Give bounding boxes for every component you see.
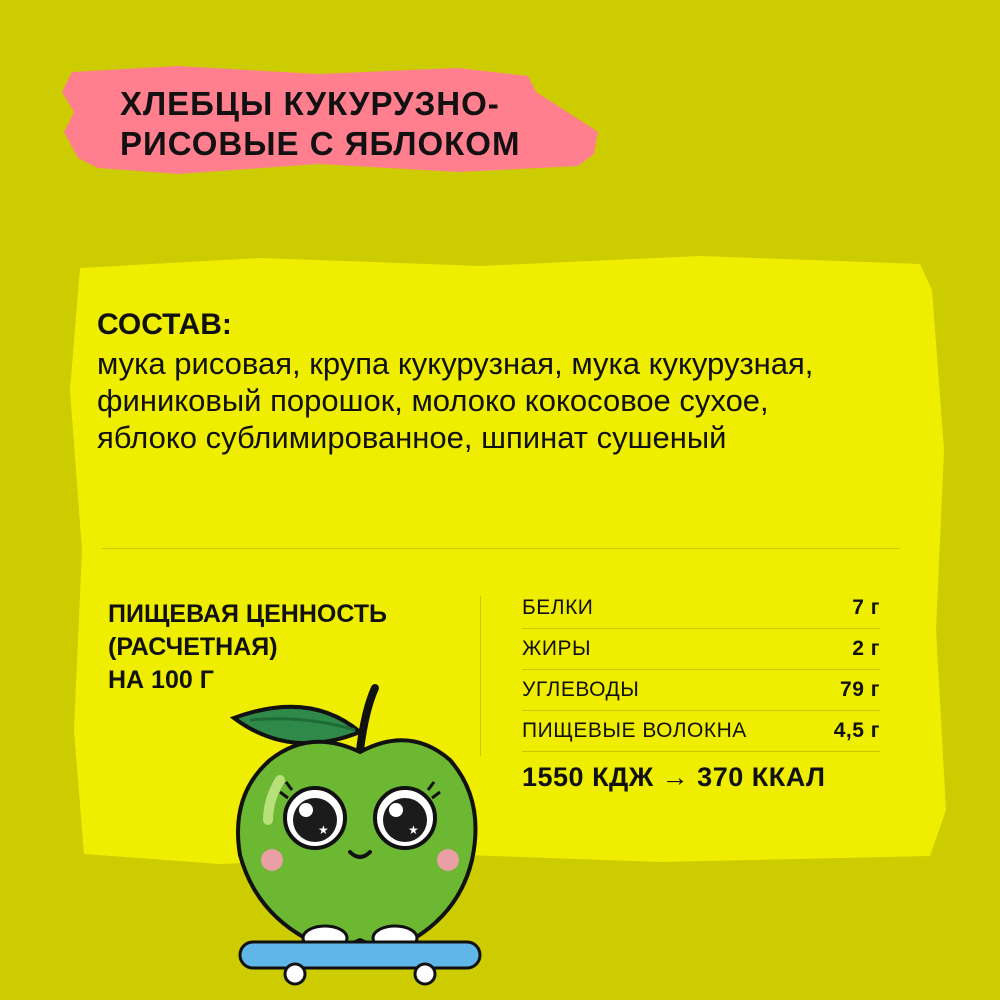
section-divider	[102, 548, 900, 549]
nutrition-heading-line-1: ПИЩЕВАЯ ЦЕННОСТЬ	[108, 600, 388, 628]
composition-heading: СОСТАВ:	[97, 308, 232, 341]
page-title	[120, 84, 520, 164]
nutrition-label: БЕЛКИ	[522, 596, 594, 619]
nutrition-table	[522, 588, 880, 752]
nutrition-label: ПИЩЕВЫЕ ВОЛОКНА	[522, 719, 747, 742]
nutrition-value: 79 г	[840, 678, 880, 701]
svg-text:★: ★	[318, 823, 329, 837]
skateboard-icon	[240, 942, 480, 984]
apple-mascot-illustration	[210, 670, 510, 990]
nutrition-label: УГЛЕВОДЫ	[522, 678, 640, 701]
nutrition-row-protein	[522, 588, 880, 629]
title-banner	[58, 62, 608, 180]
nutrition-row-fiber	[522, 711, 880, 752]
nutrition-row-carbs	[522, 670, 880, 711]
composition-text: мука рисовая, крупа кукурузная, мука кукурузная, финиковый порошок, молоко кокосовое сухое, яблоко сублимированное, шпинат сушеный	[97, 346, 814, 455]
energy-value: 1550 КДЖ → 370 ККАЛ	[522, 762, 826, 792]
nutrition-heading-line-3: НА 100 Г	[108, 666, 214, 694]
title-line-1: ХЛЕБЦЫ КУКУРУЗНО-	[120, 85, 500, 122]
nutrition-label: ЖИРЫ	[522, 637, 592, 660]
nutrition-value: 4,5 г	[833, 719, 880, 742]
nutrition-heading-line-2: (РАСЧЕТНАЯ)	[108, 633, 278, 661]
svg-text:★: ★	[408, 823, 419, 837]
nutrition-row-fat	[522, 629, 880, 670]
title-line-2: РИСОВЫЕ С ЯБЛОКОМ	[120, 125, 521, 162]
nutrition-value: 7 г	[852, 596, 880, 619]
nutrition-value: 2 г	[852, 637, 880, 660]
